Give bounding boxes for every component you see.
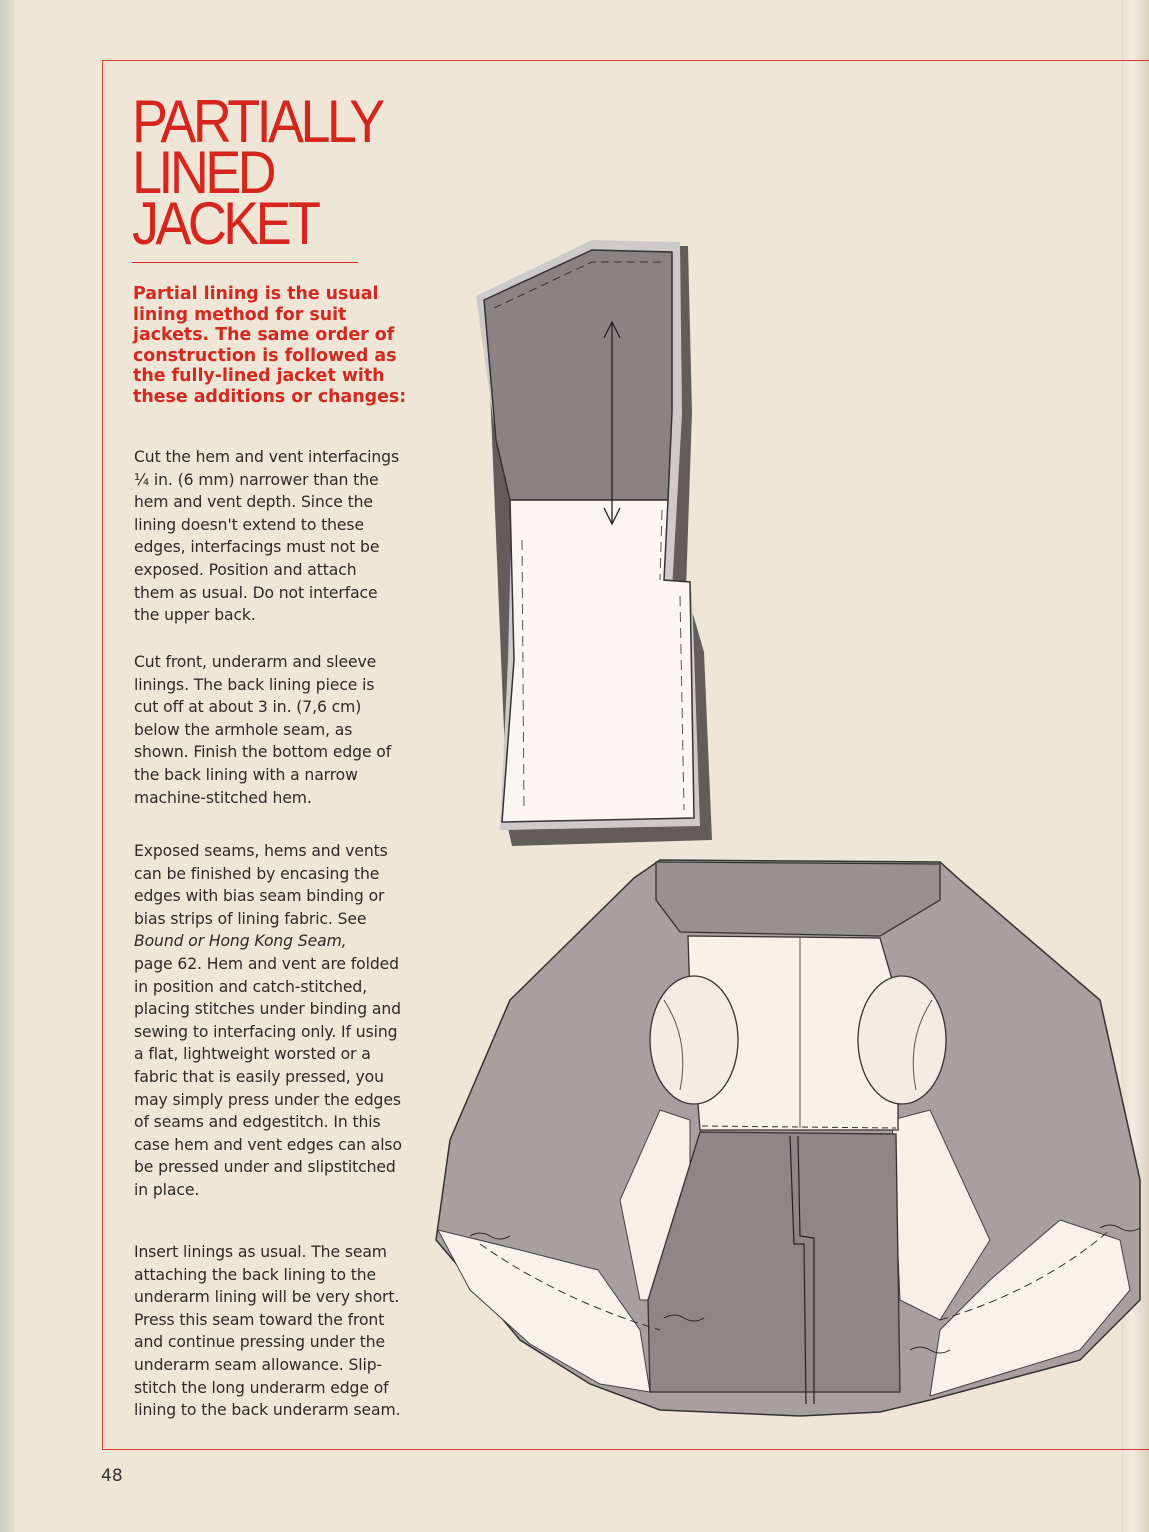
paragraph-insert-linings: Insert linings as usual. The seam attaching the back lining to the underarm lining will be very short. Press this seam toward the front and continue pressing under the underarm seam allowance. Slip- stitch the long underarm edge of lining to the back underarm seam.	[134, 1243, 401, 1420]
paragraph-exposed-seams-a: Exposed seams, hems and vents can be finished by encasing the edges with bias seam binding or bias strips of lining fabric. See	[134, 842, 388, 928]
back-lining-pattern-illustration	[476, 240, 712, 846]
jacket-interior-illustration	[436, 860, 1140, 1416]
paragraph-linings: Cut front, underarm and sleeve linings. The back lining piece is cut off at about 3 in. (7,6 cm) below the armhole seam, as shown. Finish the bottom edge of the back lining with a narrow machine-stitched hem.	[134, 653, 392, 807]
seam-reference: Bound or Hong Kong Seam,	[134, 932, 347, 951]
title-line-2: LINED	[132, 139, 274, 206]
page-number: 48	[101, 1466, 123, 1486]
title-line-1: PARTIALLY	[132, 88, 382, 155]
intro-text: Partial lining is the usual lining method for suit jackets. The same order of construction is followed as the fully-lined jacket with these additions or changes:	[133, 284, 407, 407]
paragraph-interfacing: Cut the hem and vent interfacings ¼ in. (6 mm) narrower than the hem and vent depth. Since the lining doesn't extend to these edges, interfacings must not be exposed. Position and attach them as usual. Do not interface the upper back.	[134, 448, 399, 625]
title-line-3: JACKET	[132, 190, 318, 257]
paragraph-exposed-seams-b: page 62. Hem and vent are folded in position and catch-stitched, placing stitches under binding and sewing to interfacing only. If using a flat, lightweight worsted or a fabric that is easily pressed, you may simply press under the edges of seams and edgestitch. In this case hem and vent edges can also be pressed under and slipstitched in place.	[134, 954, 402, 1199]
